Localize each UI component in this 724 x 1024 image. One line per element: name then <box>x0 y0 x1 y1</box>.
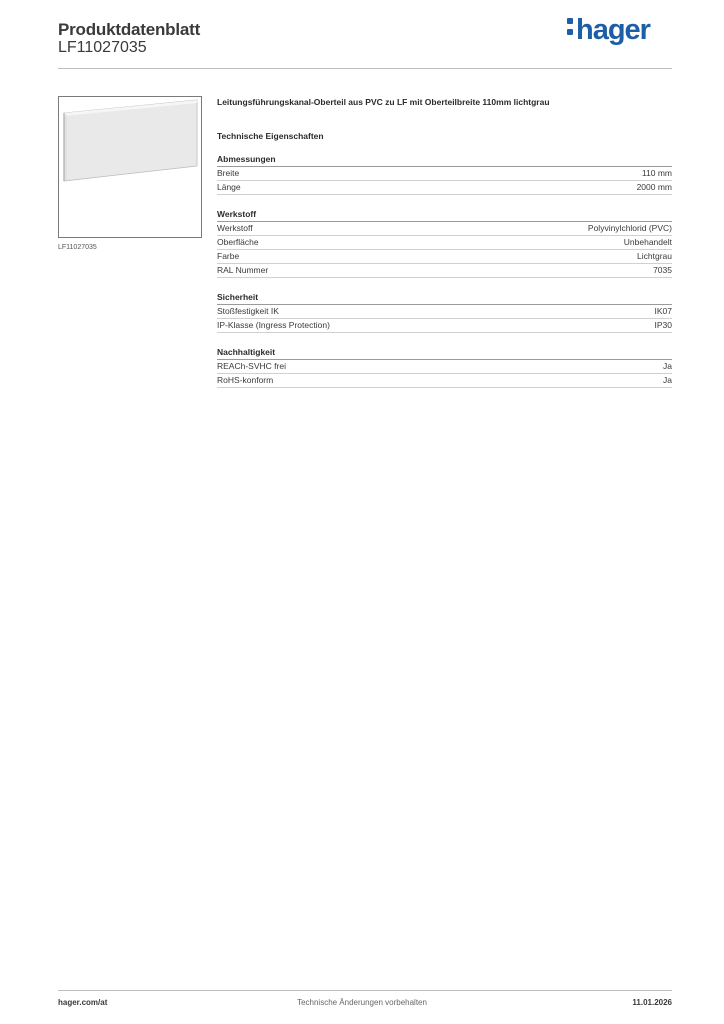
technical-properties-title: Technische Eigenschaften <box>217 131 324 141</box>
logo-colon-icon <box>567 17 574 39</box>
property-value: IP30 <box>654 320 672 330</box>
section-dimensions <box>217 153 672 195</box>
section-sustainability <box>217 346 672 388</box>
article-number: LF11027035 <box>58 39 147 56</box>
section-material <box>217 208 672 278</box>
document-title: Produktdatenblatt <box>58 20 201 39</box>
property-row <box>217 167 672 181</box>
logo-text: hager <box>576 14 650 46</box>
property-label: Länge <box>217 182 241 192</box>
property-value: Polyvinylchlorid (PVC) <box>587 223 672 233</box>
property-label: RAL Nummer <box>217 265 269 275</box>
footer-notice: Technische Änderungen vorbehalten <box>297 998 427 1007</box>
property-value: Ja <box>663 375 672 385</box>
product-image <box>58 96 202 238</box>
property-row <box>217 222 672 236</box>
property-row <box>217 305 672 319</box>
property-label: Werkstoff <box>217 223 253 233</box>
property-value: Ja <box>663 361 672 371</box>
product-details <box>217 96 672 388</box>
property-label: REACh-SVHC frei <box>217 361 286 371</box>
product-image-caption: LF11027035 <box>58 244 97 251</box>
property-value: Lichtgrau <box>637 251 672 261</box>
header-divider <box>58 68 672 69</box>
property-label: Breite <box>217 168 240 178</box>
property-value: Unbehandelt <box>623 237 672 247</box>
cable-duct-cover-image <box>59 97 201 237</box>
footer-date: 11.01.2026 <box>632 998 672 1007</box>
section-heading: Sicherheit <box>217 291 672 305</box>
property-label: RoHS-konform <box>217 375 274 385</box>
property-value: 110 mm <box>641 168 672 178</box>
section-heading: Nachhaltigkeit <box>217 346 672 360</box>
property-row <box>217 374 672 388</box>
section-heading: Abmessungen <box>217 153 672 167</box>
section-safety <box>217 291 672 333</box>
property-label: Farbe <box>217 251 240 261</box>
property-label: IP-Klasse (Ingress Protection) <box>217 320 330 330</box>
property-row <box>217 360 672 374</box>
property-row <box>217 236 672 250</box>
product-description: Leitungsführungskanal-Oberteil aus PVC zu LF mit Oberteilbreite 110mm lichtgrau <box>217 97 550 107</box>
property-row <box>217 181 672 195</box>
footer-divider <box>58 990 672 991</box>
footer-website-link[interactable]: hager.com/at <box>58 998 108 1007</box>
property-label: Stoßfestigkeit IK <box>217 306 279 316</box>
property-row <box>217 319 672 333</box>
property-row <box>217 264 672 278</box>
property-value: IK07 <box>654 306 672 316</box>
hager-logo <box>567 14 650 47</box>
property-value: 7035 <box>653 265 672 275</box>
section-heading: Werkstoff <box>217 208 672 222</box>
property-label: Oberfläche <box>217 237 259 247</box>
property-row <box>217 250 672 264</box>
property-value: 2000 mm <box>636 182 672 192</box>
